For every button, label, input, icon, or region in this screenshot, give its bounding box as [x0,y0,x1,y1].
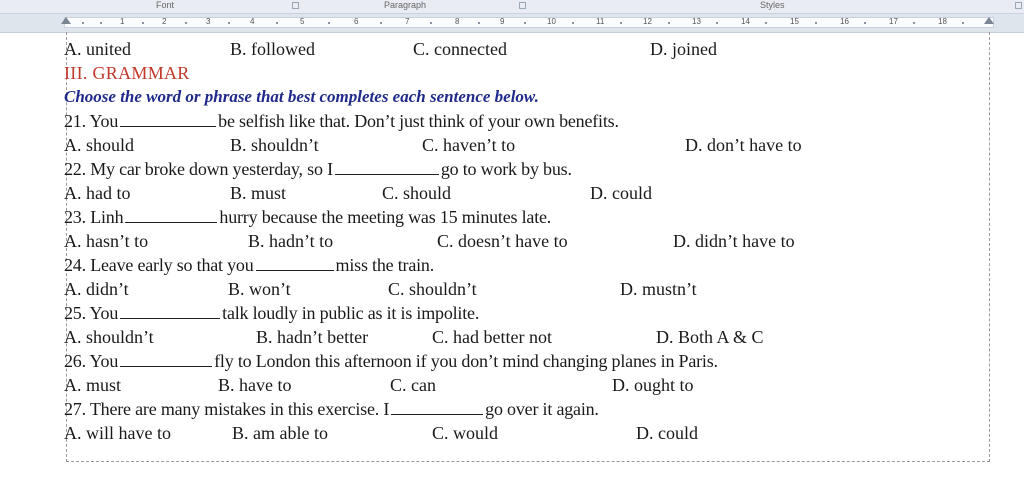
ruler-tick [430,22,432,24]
left-indent-marker[interactable] [61,17,71,24]
ruler-number: 13 [692,17,701,26]
ruler-number: 1 [120,17,125,26]
ruler-tick [142,22,144,24]
question-prefix: 21. You [64,111,119,131]
question-suffix: fly to London this afternoon if you don’t mind changing planes in Paris. [214,351,718,371]
option-row [0,181,1024,205]
option-row [0,229,1024,253]
answer-blank[interactable] [256,254,334,271]
option-row [0,373,1024,397]
option-b[interactable]: B. hadn’t better [256,327,369,347]
right-indent-marker[interactable] [984,17,994,24]
ruler-tick [228,22,230,24]
ruler-number: 16 [840,17,849,26]
question-text[interactable] [64,253,434,277]
question-text[interactable] [64,349,718,373]
ruler-number: 2 [162,17,167,26]
ruler-tick [765,22,767,24]
option-d[interactable]: D. could [590,183,652,203]
ruler-tick [913,22,915,24]
question-prefix: 24. Leave early so that you [64,255,254,275]
question-suffix: go to work by bus. [440,159,572,179]
option-b[interactable]: B. am able to [232,423,328,443]
option-c[interactable]: C. doesn’t have to [437,231,568,251]
question-text[interactable] [64,109,619,133]
option-b[interactable]: B. have to [218,375,292,395]
ruler-number: 5 [300,17,305,26]
ruler-tick [82,22,84,24]
ruler-number: 15 [790,17,799,26]
answer-blank[interactable] [120,302,220,319]
ruler-number: 17 [889,17,898,26]
ruler-tick [668,22,670,24]
ruler-tick [620,22,622,24]
option-d[interactable]: D. joined [650,39,717,59]
instruction-text: Choose the word or phrase that best completes each sentence below. [64,87,539,106]
question-row [0,253,1024,277]
ruler-tick [276,22,278,24]
question-suffix: miss the train. [335,255,435,275]
question-row [0,109,1024,133]
option-b[interactable]: B. hadn’t to [248,231,334,251]
question-row [0,205,1024,229]
ribbon-group-paragraph-label: Paragraph [384,0,427,10]
ribbon-group-styles-label: Styles [760,0,785,10]
option-c[interactable]: C. can [390,375,436,395]
option-a[interactable]: A. will have to [64,423,171,443]
question-row [0,301,1024,325]
ruler-number: 8 [455,17,460,26]
question-row [0,349,1024,373]
question-text[interactable] [64,301,479,325]
option-b[interactable]: B. won’t [228,279,291,299]
option-row [0,37,1024,61]
answer-blank[interactable] [335,158,439,175]
option-c[interactable]: C. shouldn’t [388,279,477,299]
option-d[interactable]: D. didn’t have to [673,231,795,251]
option-row [0,277,1024,301]
option-a[interactable]: A. hasn’t to [64,231,149,251]
ruler-tick [716,22,718,24]
styles-dialog-launcher-icon[interactable] [1015,2,1022,9]
ruler-number: 9 [500,17,505,26]
answer-blank[interactable] [125,206,217,223]
option-row [0,133,1024,157]
option-a[interactable]: A. had to [64,183,131,203]
question-prefix: 22. My car broke down yesterday, so I [64,159,333,179]
ruler-number: 12 [643,17,652,26]
option-c[interactable]: C. should [382,183,452,203]
question-prefix: 27. There are many mistakes in this exercise. I [64,399,390,419]
ruler-number: 18 [938,17,947,26]
ruler-tick [100,22,102,24]
option-c[interactable]: C. haven’t to [422,135,516,155]
ruler-tick [572,22,574,24]
ruler-number: 11 [596,17,605,26]
question-suffix: go over it again. [485,399,599,419]
paragraph-dialog-launcher-icon[interactable] [519,2,526,9]
horizontal-ruler[interactable] [0,14,1024,33]
option-d[interactable]: D. don’t have to [685,135,802,155]
option-c[interactable]: C. would [432,423,499,443]
ruler-tick [962,22,964,24]
question-text[interactable] [64,157,572,181]
question-suffix: be selfish like that. Don’t just think of your own benefits. [218,111,619,131]
option-d[interactable]: D. ought to [612,375,694,395]
option-c[interactable]: C. had better not [432,327,552,347]
option-d[interactable]: D. Both A & C [656,327,764,347]
answer-blank[interactable] [120,110,216,127]
font-dialog-launcher-icon[interactable] [292,2,299,9]
ruler-tick [380,22,382,24]
option-row [0,421,1024,445]
ruler-tick [185,22,187,24]
option-d[interactable]: D. could [636,423,698,443]
question-prefix: 25. You [64,303,119,323]
option-row [0,325,1024,349]
question-row [0,397,1024,421]
ruler-tick [478,22,480,24]
question-suffix: hurry because the meeting was 15 minutes late. [219,207,552,227]
ruler-number: 6 [354,17,359,26]
ruler-tick [815,22,817,24]
option-b[interactable]: B. must [230,183,287,203]
option-b[interactable]: B. shouldn’t [230,135,319,155]
answer-blank[interactable] [391,398,483,415]
ruler-number: 7 [405,17,410,26]
option-d[interactable]: D. mustn’t [620,279,697,299]
option-b[interactable]: B. followed [230,39,315,59]
ribbon-strip [0,0,1024,14]
ruler-tick [524,22,526,24]
question-suffix: talk loudly in public as it is impolite. [222,303,480,323]
ruler-number: 14 [741,17,750,26]
ruler-number: 4 [250,17,255,26]
section-title: III. GRAMMAR [64,63,190,83]
option-a[interactable]: A. didn’t [64,279,129,299]
ruler-tick [328,22,330,24]
ruler-number: 10 [547,17,556,26]
ruler-number: 3 [206,17,211,26]
question-row [0,157,1024,181]
option-a[interactable]: A. must [64,375,122,395]
option-c[interactable]: C. connected [413,39,507,59]
option-a[interactable]: A. united [64,39,131,59]
option-a[interactable]: A. shouldn’t [64,327,154,347]
question-prefix: 23. Linh [64,207,124,227]
option-a[interactable]: A. should [64,135,135,155]
question-text[interactable] [64,205,551,229]
question-prefix: 26. You [64,351,119,371]
ribbon-group-font-label: Font [156,0,175,10]
question-text[interactable] [64,397,599,421]
answer-blank[interactable] [120,350,212,367]
ruler-text-area [64,17,994,28]
ruler-tick [864,22,866,24]
